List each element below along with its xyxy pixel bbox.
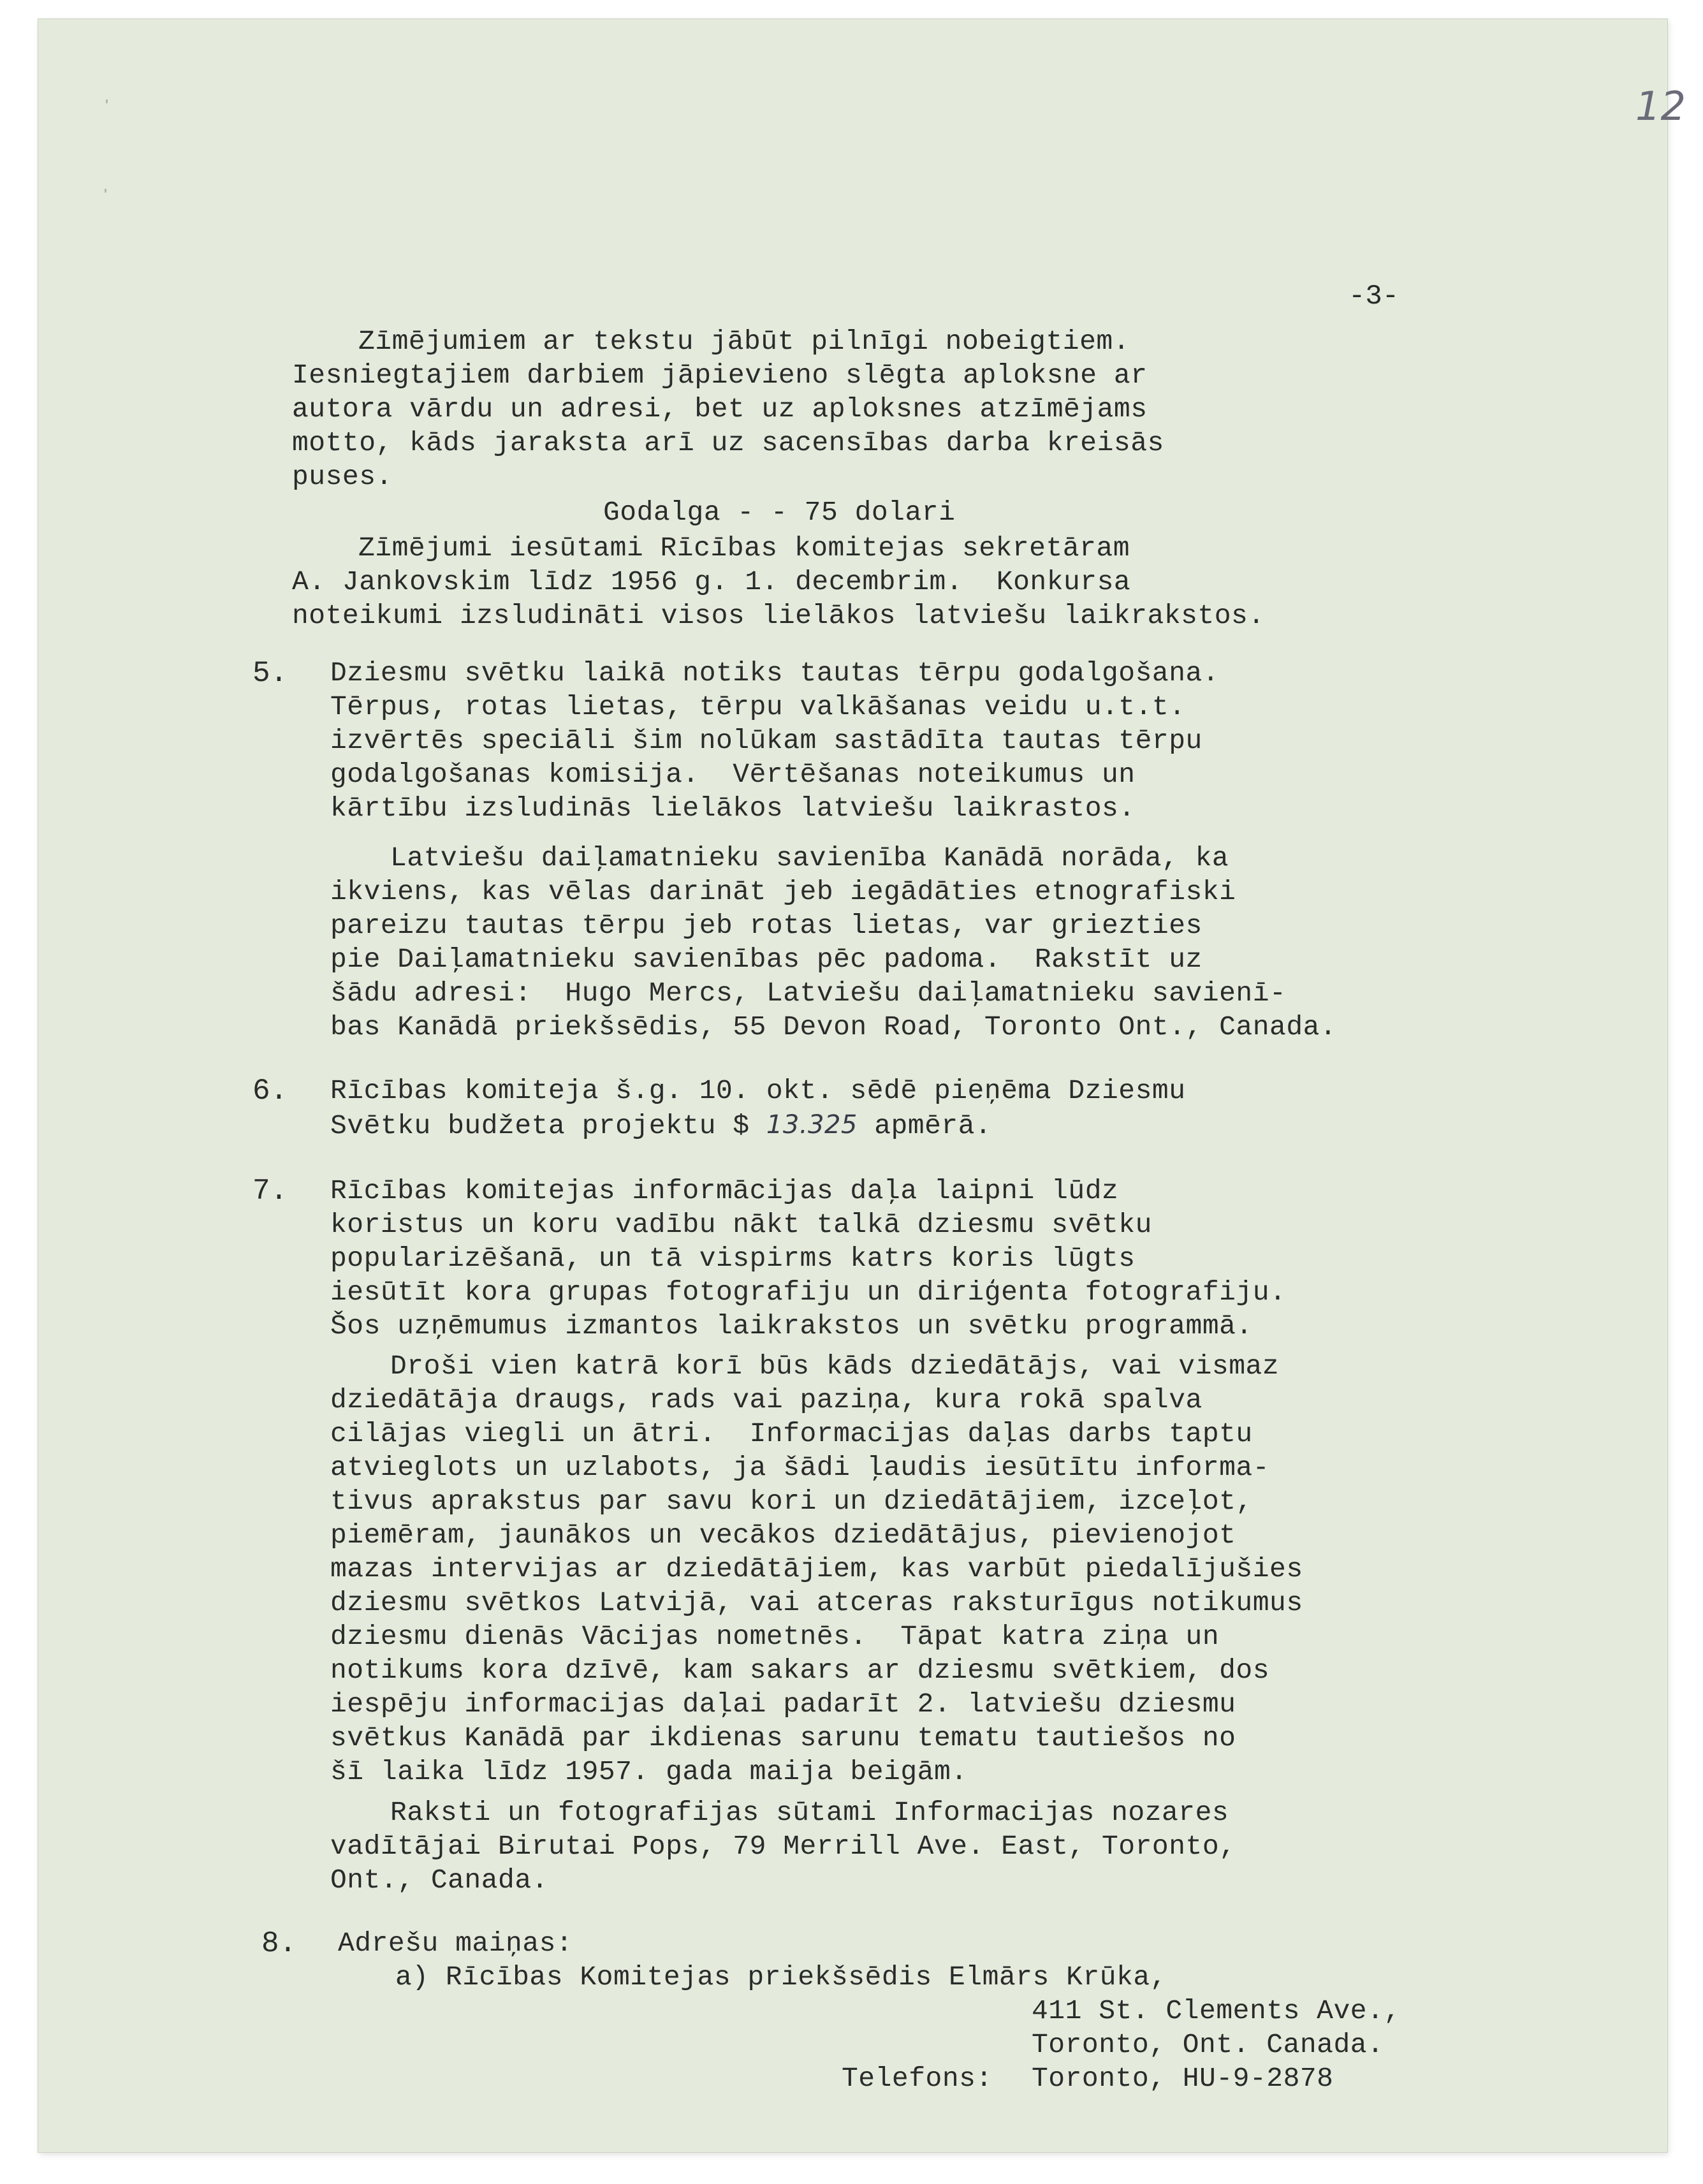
item7-line: tivus aprakstus par savu kori un dziedātājiem, izceļot, [330,1486,1253,1517]
item6-text: Svētku budžeta projektu $ [330,1110,766,1141]
prize-line: Godalga - - 75 dolari [603,497,956,528]
item-number-7: 7. [252,1175,288,1208]
item7-line: atvieglots un uzlabots, ja šādi ļaudis iesūtītu informa- [330,1452,1270,1483]
closing-line: A. Jankovskim līdz 1956 g. 1. decembrim. Konkursa [292,566,1131,597]
phone-number: Toronto, HU-9-2878 [1032,2063,1334,2094]
item7-line: Droši vien katrā korī būs kāds dziedātājs, vai vismaz [390,1351,1280,1382]
item6-line: Rīcības komiteja š.g. 10. okt. sēdē pieņēma Dziesmu [330,1075,1186,1106]
item7-line: vadītājai Birutai Pops, 79 Merrill Ave. East, Toronto, [330,1831,1236,1862]
item7-line: piemēram, jaunākos un vecākos dziedātājus, pievienojot [330,1520,1236,1551]
item5-line: godalgošanas komisija. Vērtēšanas noteikumus un [330,759,1136,790]
intro-line: Zīmējumiem ar tekstu jābūt pilnīgi nobeigtiem. [358,326,1130,357]
phone-label: Telefons: [842,2063,993,2094]
address-line: Toronto, Ont. Canada. [1032,2029,1384,2060]
item6-text: apmērā. [857,1110,992,1141]
item8-heading: Adrešu maiņas: [338,1928,573,1959]
intro-line: Iesniegtajiem darbiem jāpievieno slēgta aploksne ar [292,360,1148,391]
handwritten-amount: 13.325 [766,1110,858,1140]
page-number: -3- [1349,281,1400,312]
intro-line: motto, kāds jaraksta arī uz sacensības darba kreisās [292,427,1164,458]
item5-line: šādu adresi: Hugo Mercs, Latviešu daiļamatnieku savienī- [330,978,1287,1009]
paper-speck [105,189,106,193]
item7-line: mazas intervijas ar dziedātājiem, kas varbūt piedalījušies [330,1553,1303,1585]
address-line: 411 St. Clements Ave., [1032,1995,1401,2026]
item7-line: Šos uzņēmumus izmantos laikrakstos un svētku programmā. [330,1310,1253,1342]
intro-line: autora vārdu un adresi, bet uz aploksnes atzīmējams [292,393,1148,425]
item5-line: Latviešu daiļamatnieku savienība Kanādā norāda, ka [390,842,1229,874]
item-number-5: 5. [252,657,288,690]
item8-entry: a) Rīcības Komitejas priekšsēdis Elmārs Krūka, [395,1961,1167,1993]
item7-line: šī laika līdz 1957. gada maija beigām. [330,1756,968,1787]
item7-line: notikums kora dzīvē, kam sakars ar dziesmu svētkiem, dos [330,1655,1270,1686]
item7-line: dziesmu dienās Vācijas nometnēs. Tāpat katra ziņa un [330,1621,1220,1652]
closing-line: noteikumi izsludināti visos lielākos latviešu laikrakstos. [292,600,1265,631]
item5-line: kārtību izsludinās lielākos latviešu laikrastos. [330,793,1136,824]
paper-speck [106,99,108,103]
item7-line: iesūtīt kora grupas fotografiju un diriģenta fotografiju. [330,1277,1287,1308]
item7-line: Raksti un fotografijas sūtami Informacijas nozares [390,1797,1229,1828]
item7-line: dziesmu svētkos Latvijā, vai atceras raksturīgus notikumus [330,1587,1303,1618]
item5-line: bas Kanādā priekšsēdis, 55 Devon Road, Toronto Ont., Canada. [330,1011,1337,1043]
item7-line: dziedātāja draugs, rads vai paziņa, kura rokā spalva [330,1384,1202,1416]
item5-line: ikviens, kas vēlas darināt jeb iegādāties etnografiski [330,876,1236,907]
closing-line: Zīmējumi iesūtami Rīcības komitejas sekretāram [358,532,1130,564]
item7-line: cilājas viegli un ātri. Informacijas daļas darbs taptu [330,1418,1253,1449]
item7-line: popularizēšanā, un tā vispirms katrs koris lūgts [330,1243,1136,1274]
item5-line: izvērtēs speciāli šim nolūkam sastādīta tautas tērpu [330,725,1202,756]
item7-line: Rīcības komitejas informācijas daļa laipni lūdz [330,1175,1119,1206]
document-page [38,19,1686,2152]
item7-line: iespēju informacijas daļai padarīt 2. latviešu dziesmu [330,1689,1236,1720]
item6-line [330,1108,991,1143]
item5-line: pareizu tautas tērpu jeb rotas lietas, var griezties [330,910,1202,941]
item-number-8: 8. [261,1927,297,1960]
item-number-6: 6. [252,1074,288,1108]
item7-line: svētkus Kanādā par ikdienas sarunu tematu tautiešos no [330,1722,1236,1754]
handwritten-page-number: 12 [1635,83,1686,129]
item7-line: Ont., Canada. [330,1865,548,1896]
item7-line: koristus un koru vadību nākt talkā dziesmu svētku [330,1209,1152,1240]
item5-line: Dziesmu svētku laikā notiks tautas tērpu godalgošana. [330,657,1220,689]
item5-line: pie Daiļamatnieku savienības pēc padoma. Rakstīt uz [330,944,1202,975]
intro-line: puses. [292,461,393,492]
item5-line: Tērpus, rotas lietas, tērpu valkāšanas veidu u.t.t. [330,691,1186,722]
